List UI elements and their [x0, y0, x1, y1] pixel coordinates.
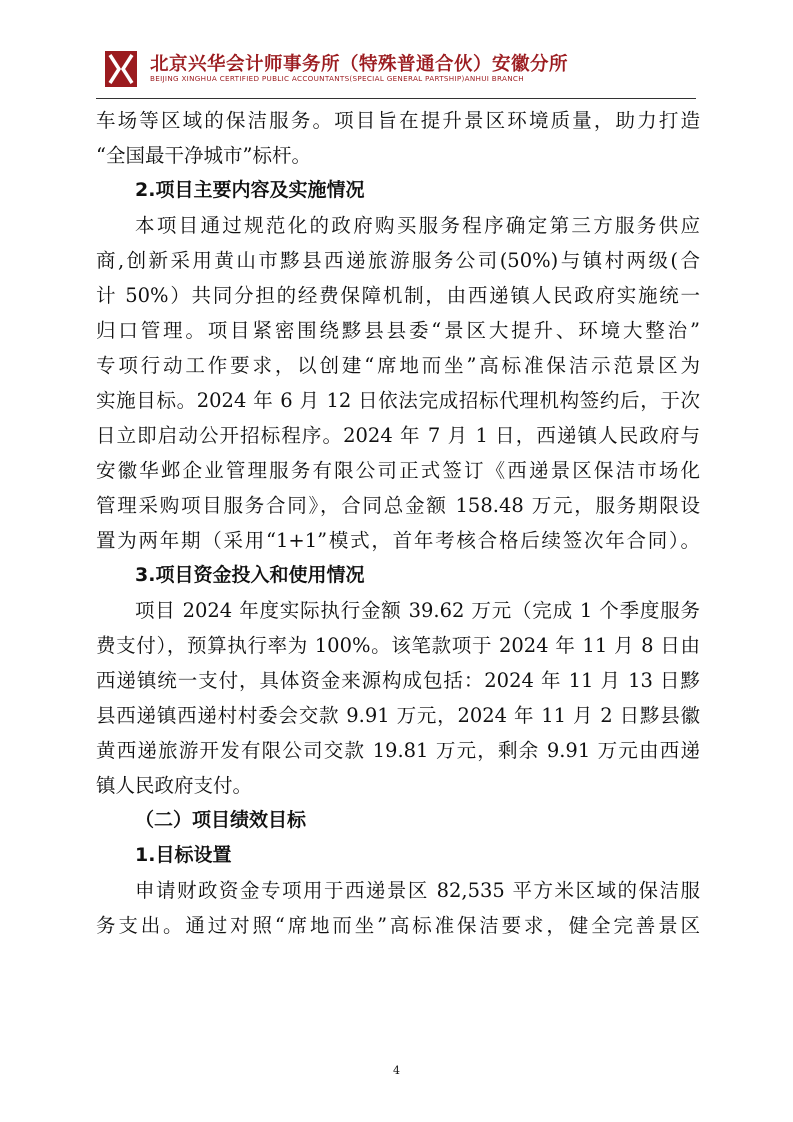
section-heading: 3.项目资金投入和使用情况: [135, 564, 365, 586]
body-line: 费支付），预算执行率为 100%。该笔款项于 2024 年 11 月 8 日由: [96, 634, 700, 657]
body-line: 计 50%）共同分担的经费保障机制，由西递镇人民政府实施统一: [96, 284, 700, 307]
body-line: “全国最干净城市”标杆。: [96, 144, 311, 167]
body-line: 务支出。通过对照“席地而坐”高标准保洁要求，健全完善景区: [96, 914, 700, 937]
body-line: 安徽华邺企业管理服务有限公司正式签订《西递景区保洁市场化: [96, 459, 700, 482]
body-line: 镇人民政府支付。: [96, 774, 253, 797]
section-heading: 2.项目主要内容及实施情况: [135, 179, 365, 201]
body-line: 西递镇统一支付，具体资金来源构成包括：2024 年 11 月 13 日黟: [96, 669, 700, 692]
body-line: 置为两年期（采用“1+1”模式，首年考核合格后续签次年合同）。: [96, 529, 700, 552]
firm-name: 北京兴华会计师事务所（特殊普通合伙）安徽分所: [150, 54, 569, 75]
paragraph-first-line: 本项目通过规范化的政府购买服务程序确定第三方服务供应: [135, 214, 700, 237]
firm-english-name: BEIJING XINGHUA CERTIFIED PUBLIC ACCOUNTANTS(SPECIAL GENERAL PARTSHIP)ANHUI BRANCH: [150, 74, 524, 83]
section-heading: 1.目标设置: [135, 844, 232, 866]
paragraph-first-line: 申请财政资金专项用于西递景区 82,535 平方米区域的保洁服: [135, 879, 700, 902]
body-line: 车场等区域的保洁服务。项目旨在提升景区环境质量，助力打造: [96, 109, 700, 132]
body-line: 实施目标。2024 年 6 月 12 日依法完成招标代理机构签约后，于次: [96, 389, 700, 412]
letterhead: [96, 44, 696, 94]
paragraph-first-line: 项目 2024 年度实际执行金额 39.62 万元（完成 1 个季度服务: [135, 599, 700, 622]
document-body: [96, 103, 700, 943]
body-line: 归口管理。项目紧密围绕黟县县委“景区大提升、环境大整治”: [96, 319, 700, 342]
body-line: 县西递镇西递村村委会交款 9.91 万元，2024 年 11 月 2 日黟县徽: [96, 704, 700, 727]
body-line: 商,创新采用黄山市黟县西递旅游服务公司(50%)与镇村两级(合: [96, 249, 700, 272]
body-line: 专项行动工作要求，以创建“席地而坐”高标准保洁示范景区为: [96, 354, 700, 377]
body-line: 日立即启动公开招标程序。2024 年 7 月 1 日，西递镇人民政府与: [96, 424, 700, 447]
xinghua-logo-icon: [104, 50, 138, 88]
header-divider: [96, 98, 696, 99]
body-line: 管理采购项目服务合同》，合同总金额 158.48 万元，服务期限设: [96, 494, 700, 517]
page-number: 4: [393, 1064, 400, 1077]
section-heading: （二）项目绩效目标: [135, 809, 307, 831]
body-line: 黄西递旅游开发有限公司交款 19.81 万元，剩余 9.91 万元由西递: [96, 739, 700, 762]
